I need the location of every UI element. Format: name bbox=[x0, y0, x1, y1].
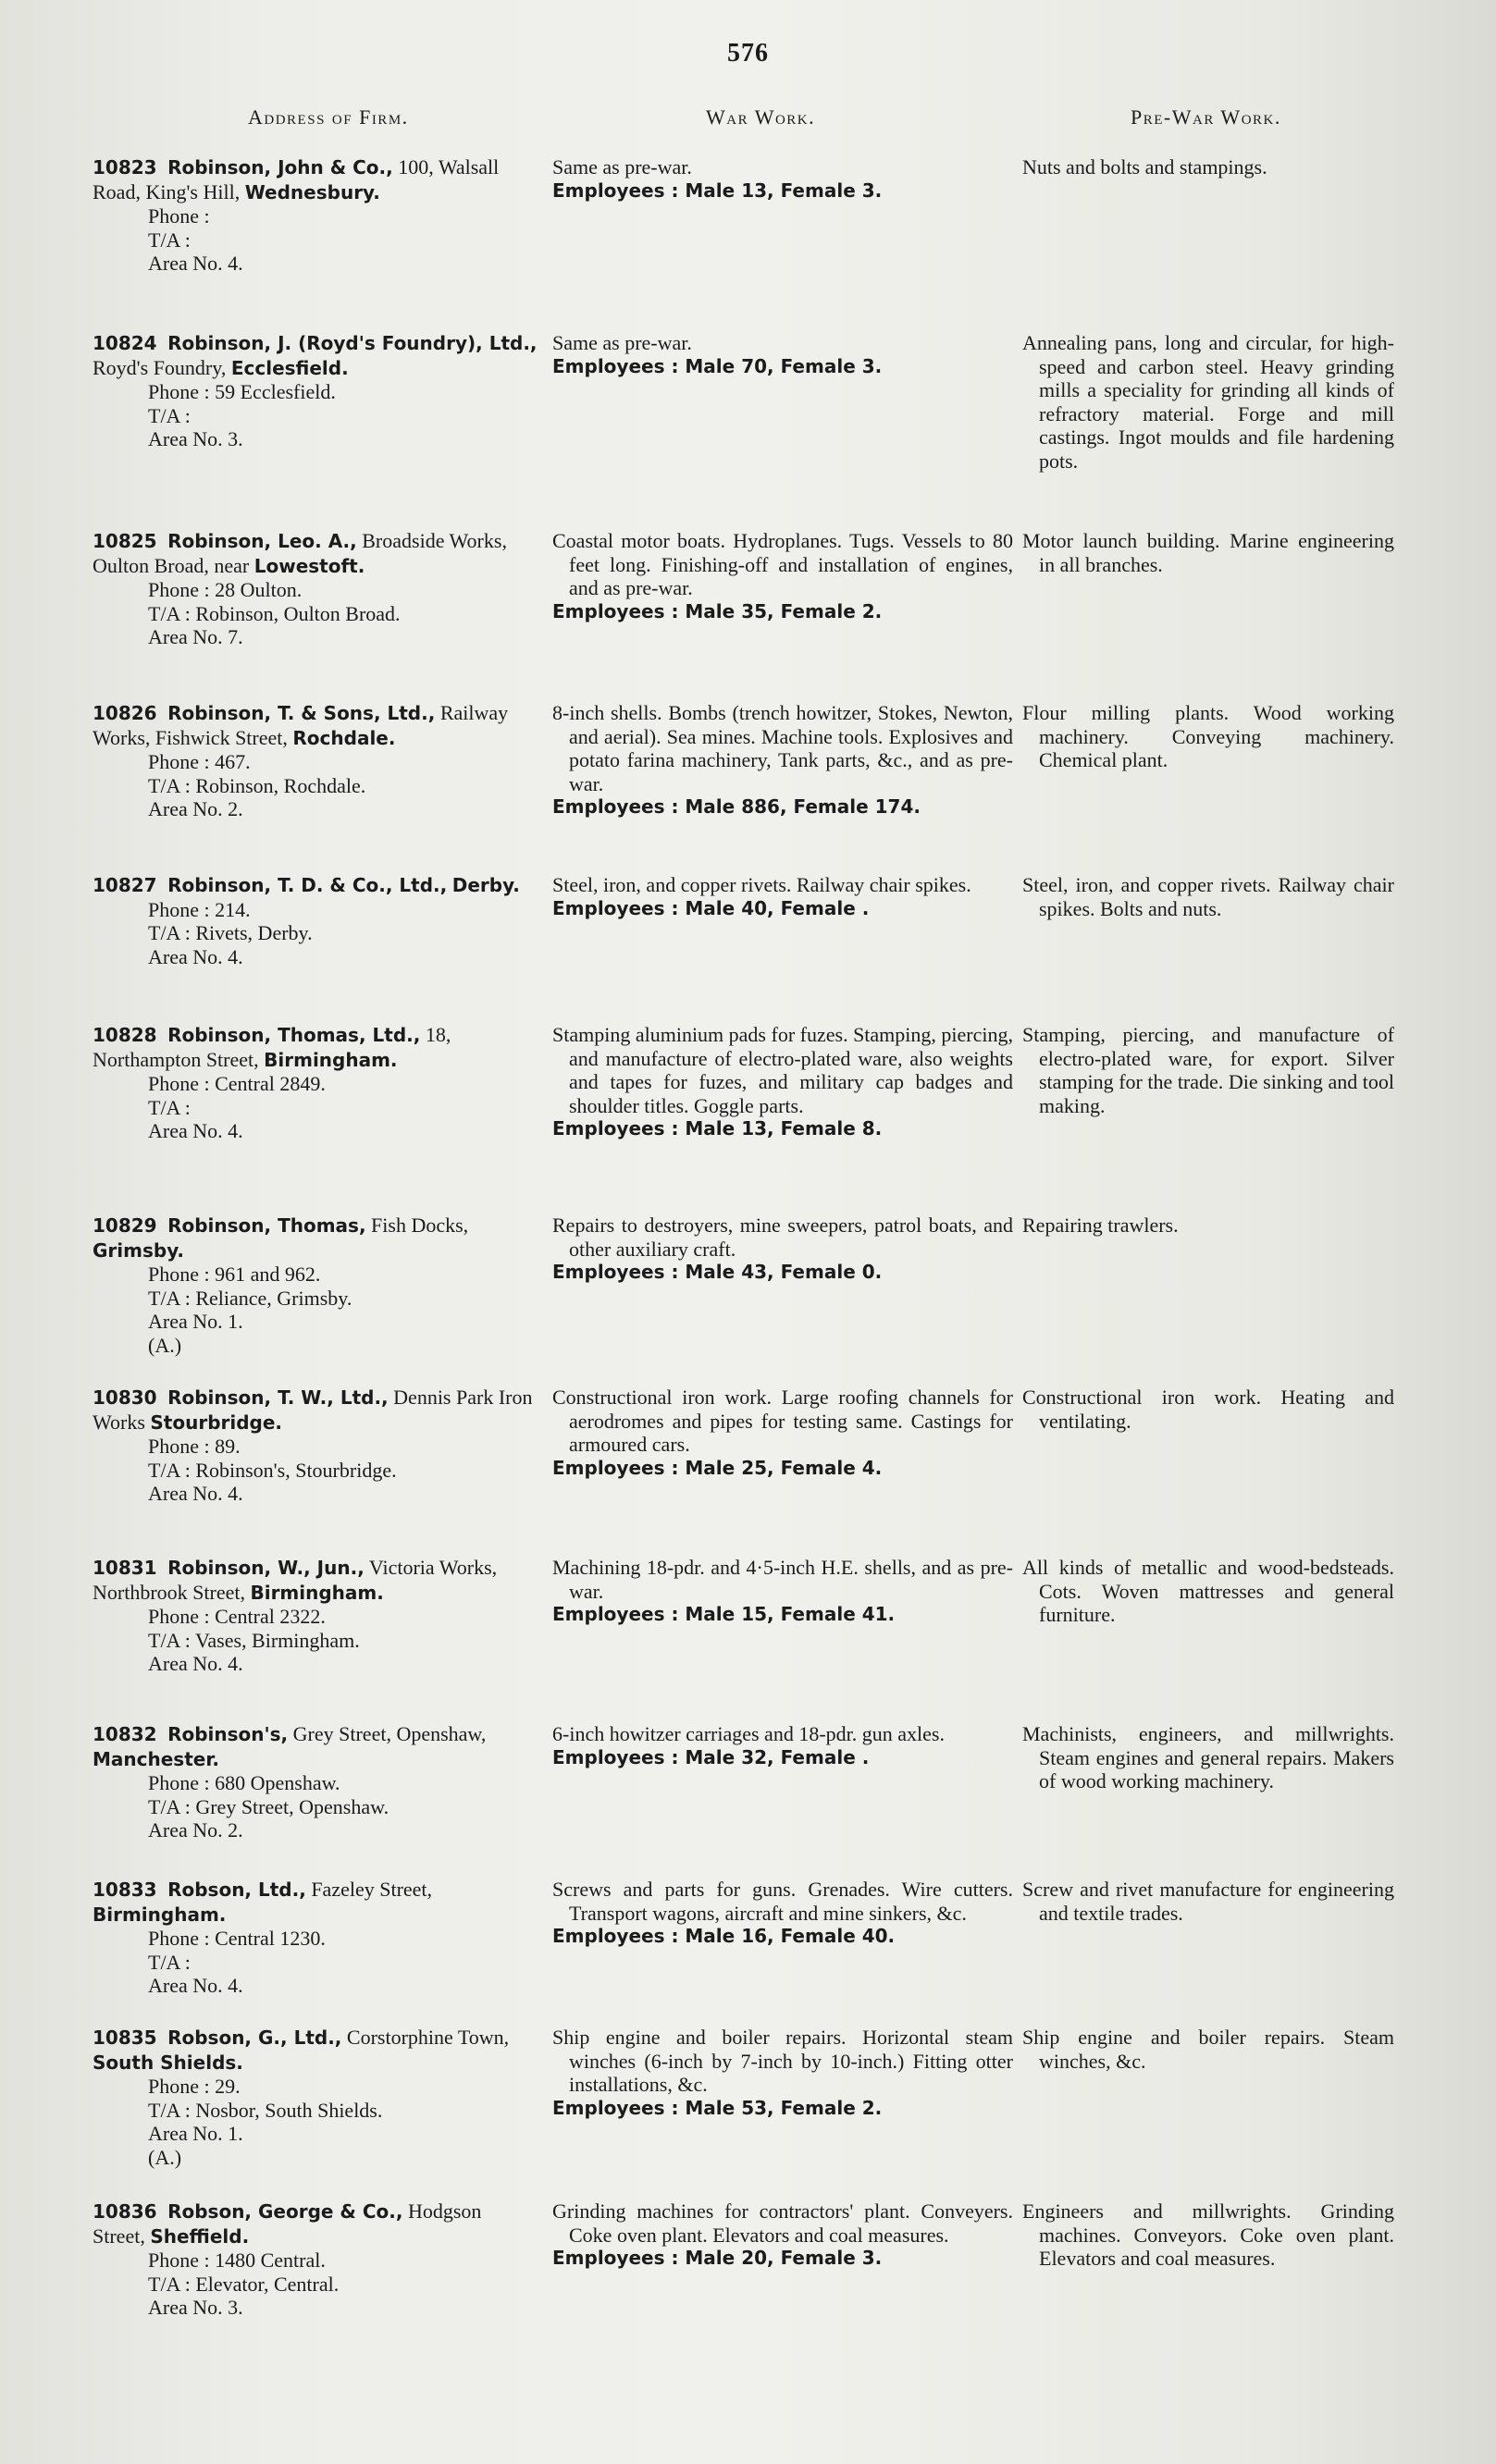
employees: Employees : Male 53, Female 2. bbox=[552, 2096, 883, 2119]
column-header-pre-war-work: Pre-War Work. bbox=[1131, 105, 1281, 129]
firm-town: Birmingham. bbox=[250, 1581, 384, 1604]
firm-address: Dennis Park Iron Works bbox=[93, 1386, 533, 1434]
entry-number: 10823 bbox=[93, 156, 157, 179]
war-work: Same as pre-war. bbox=[552, 155, 692, 179]
firm-name: Robinson, T. & Sons, Ltd., bbox=[167, 702, 436, 724]
firm-address: 100, Walsall Road, King's Hill, bbox=[93, 155, 500, 203]
firm-telegraphic-address: T/A : bbox=[148, 1950, 191, 1974]
firm-address: Broadside Works, Oulton Broad, near bbox=[93, 529, 507, 577]
firm-town: Wednesbury. bbox=[244, 180, 380, 203]
firm-name: Robinson, Leo. A., bbox=[167, 530, 357, 552]
firm-phone: Phone : 467. bbox=[148, 750, 251, 773]
firm-address: 18, Northampton Street, bbox=[93, 1023, 451, 1071]
firm-phone: Phone : 680 Openshaw. bbox=[148, 1771, 340, 1794]
pre-war-work: Flour milling plants. Wood working machinery. Conveying machinery. Chemical plant. bbox=[1022, 701, 1394, 771]
firm-telegraphic-address: T/A : Robinson's, Stourbridge. bbox=[148, 1458, 397, 1482]
employees: Employees : Male 40, Female . bbox=[552, 896, 870, 919]
firm-phone: Phone : 29. bbox=[148, 2075, 241, 2098]
firm-phone: Phone : bbox=[148, 204, 210, 228]
firm-town: Sheffield. bbox=[150, 2224, 250, 2248]
firm-name: Robinson, T. D. & Co., Ltd., bbox=[167, 874, 448, 896]
column-header-address: Address of Firm. bbox=[248, 105, 409, 129]
firm-area: Area No. 2. bbox=[148, 797, 243, 820]
firm-phone: Phone : 961 and 962. bbox=[148, 1263, 321, 1286]
firm-town: Birmingham. bbox=[93, 1903, 227, 1926]
firm-address: Fish Docks, bbox=[371, 1214, 469, 1237]
employees: Employees : Male 20, Female 3. bbox=[552, 2247, 883, 2269]
firm-phone: Phone : 214. bbox=[148, 897, 251, 921]
pre-war-work: Ship engine and boiler repairs. Steam winches, &c. bbox=[1022, 2026, 1394, 2073]
firm-area: Area No. 4. bbox=[148, 252, 243, 275]
employees: Employees : Male 13, Female 3. bbox=[552, 179, 883, 202]
employees: Employees : Male 15, Female 41. bbox=[552, 1603, 896, 1625]
employees: Employees : Male 25, Female 4. bbox=[552, 1456, 883, 1479]
firm-address: Hodgson Street, bbox=[93, 2199, 482, 2248]
firm-telegraphic-address: T/A : Rivets, Derby. bbox=[148, 921, 313, 944]
firm-area: Area No. 4. bbox=[148, 1652, 243, 1675]
pre-war-work: Annealing pans, long and circular, for high-speed and carbon steel. Heavy grinding mills a speciality for grinding all kinds of refractory material. Forge and mill castings. Ingot moulds and file hardening pots. bbox=[1022, 331, 1394, 473]
entry-number: 10832 bbox=[93, 1723, 157, 1745]
firm-name: Robinson, John & Co., bbox=[167, 156, 393, 179]
entry-number: 10836 bbox=[93, 2200, 157, 2223]
firm-address: Corstorphine Town, bbox=[346, 2026, 510, 2049]
pre-war-work: Machinists, engineers, and millwrights. Steam engines and general repairs. Makers of wood working machinery. bbox=[1022, 1722, 1394, 1793]
firm-town: Stourbridge. bbox=[150, 1411, 283, 1434]
pre-war-work: Steel, iron, and copper rivets. Railway chair spikes. Bolts and nuts. bbox=[1022, 873, 1394, 920]
firm-town: Lowestoft. bbox=[253, 554, 365, 577]
firm-name: Robson, Ltd., bbox=[167, 1879, 306, 1901]
firm-area: Area No. 1. bbox=[148, 2122, 243, 2145]
employees: Employees : Male 16, Female 40. bbox=[552, 1925, 896, 1947]
firm-area: Area No. 3. bbox=[148, 427, 243, 450]
war-work: Coastal motor boats. Hydroplanes. Tugs. Vessels to 80 feet long. Finishing-off and installation of engines, and as pre-war. bbox=[552, 529, 1013, 599]
firm-address: Royd's Foundry, bbox=[93, 355, 227, 379]
pre-war-work: Screw and rivet manufacture for engineering and textile trades. bbox=[1022, 1878, 1394, 1925]
pre-war-work: Nuts and bolts and stampings. bbox=[1022, 155, 1267, 179]
firm-area: Area No. 3. bbox=[148, 2296, 243, 2319]
pre-war-work: Repairing trawlers. bbox=[1022, 1214, 1179, 1237]
firm-address: Railway Works, Fishwick Street, bbox=[93, 701, 509, 749]
firm-town: Rochdale. bbox=[292, 726, 396, 749]
firm-area: Area No. 4. bbox=[148, 944, 243, 968]
firm-area: Area No. 2. bbox=[148, 1818, 243, 1842]
firm-phone: Phone : 89. bbox=[148, 1435, 241, 1458]
war-work: Grinding machines for contractors' plant. Conveyers. Coke oven plant. Elevators and coal measures. bbox=[552, 2199, 1013, 2247]
firm-area: Area No. 7. bbox=[148, 625, 243, 648]
firm-address: Fazeley Street, bbox=[311, 1878, 433, 1901]
pre-war-work: Constructional iron work. Heating and ventilating. bbox=[1022, 1386, 1394, 1433]
firm-telegraphic-address: T/A : Grey Street, Openshaw. bbox=[148, 1794, 389, 1818]
employees: Employees : Male 35, Female 2. bbox=[552, 599, 883, 622]
firm-town: Ecclesfield. bbox=[230, 356, 349, 379]
firm-town: Birmingham. bbox=[264, 1048, 398, 1071]
entry-number: 10826 bbox=[93, 702, 157, 724]
firm-phone: Phone : Central 2849. bbox=[148, 1072, 326, 1095]
employees: Employees : Male 13, Female 8. bbox=[552, 1117, 883, 1140]
firm-telegraphic-address: T/A : Robinson, Oulton Broad. bbox=[148, 601, 401, 625]
employees: Employees : Male 70, Female 3. bbox=[552, 354, 883, 377]
pre-war-work: All kinds of metallic and wood-bedsteads. Cots. Woven mattresses and general furniture. bbox=[1022, 1556, 1394, 1626]
firm-telegraphic-address: T/A : bbox=[148, 1095, 191, 1119]
firm-name: Robinson, T. W., Ltd., bbox=[167, 1386, 389, 1409]
firm-name: Robinson, J. (Royd's Foundry), Ltd., bbox=[167, 332, 538, 354]
firm-address: Grey Street, Openshaw, bbox=[292, 1722, 487, 1745]
employees: Employees : Male 32, Female . bbox=[552, 1745, 870, 1768]
firm-telegraphic-address: T/A : bbox=[148, 228, 191, 252]
pre-war-work: Motor launch building. Marine engineering in all branches. bbox=[1022, 529, 1394, 576]
firm-name: Robson, G., Ltd., bbox=[167, 2027, 342, 2049]
column-header-war-work: War Work. bbox=[706, 105, 816, 129]
entry-number: 10828 bbox=[93, 1024, 157, 1046]
firm-address: Victoria Works, Northbrook Street, bbox=[93, 1556, 498, 1604]
firm-town: Manchester. bbox=[93, 1747, 219, 1770]
firm-area: Area No. 4. bbox=[148, 1974, 243, 1997]
entry-number: 10830 bbox=[93, 1386, 157, 1409]
firm-telegraphic-address: T/A : Vases, Birmingham. bbox=[148, 1628, 360, 1652]
firm-phone: Phone : Central 2322. bbox=[148, 1605, 326, 1628]
firm-town: Derby. bbox=[451, 874, 520, 896]
entry-number: 10835 bbox=[93, 2027, 157, 2049]
firm-phone: Phone : Central 1230. bbox=[148, 1927, 326, 1950]
war-work: Machining 18-pdr. and 4·5-inch H.E. shells, and as pre-war. bbox=[552, 1556, 1013, 1603]
war-work: Stamping aluminium pads for fuzes. Stamping, piercing, and manufacture of electro-plated ware, also weights and tapes for fuzes, and military cap badges and shoulder titles. Goggle parts. bbox=[552, 1023, 1013, 1117]
firm-name: Robinson's, bbox=[167, 1723, 289, 1745]
entry-number: 10833 bbox=[93, 1879, 157, 1901]
firm-area: Area No. 4. bbox=[148, 1119, 243, 1142]
war-work: Constructional iron work. Large roofing channels for aerodromes and pipes for testing same. Castings for armoured cars. bbox=[552, 1386, 1013, 1456]
firm-telegraphic-address: T/A : bbox=[148, 403, 191, 427]
firm-telegraphic-address: T/A : Nosbor, South Shields. bbox=[148, 2098, 383, 2122]
firm-phone: Phone : 1480 Central. bbox=[148, 2248, 326, 2272]
firm-name: Robinson, W., Jun., bbox=[167, 1557, 365, 1579]
firm-phone: Phone : 59 Ecclesfield. bbox=[148, 380, 336, 403]
war-work: 8-inch shells. Bombs (trench howitzer, Stokes, Newton, and aerial). Sea mines. Machine tools. Explosives and potato farina machinery, Tank parts, &c., and as pre-war. bbox=[552, 701, 1013, 795]
firm-annotation: (A.) bbox=[148, 1333, 182, 1357]
firm-telegraphic-address: T/A : Reliance, Grimsby. bbox=[148, 1286, 352, 1310]
war-work: Ship engine and boiler repairs. Horizontal steam winches (6-inch by 7-inch by 10-inch.) Fitting otter installations, &c. bbox=[552, 2026, 1013, 2096]
war-work: Repairs to destroyers, mine sweepers, patrol boats, and other auxiliary craft. bbox=[552, 1214, 1013, 1261]
firm-telegraphic-address: T/A : Robinson, Rochdale. bbox=[148, 773, 366, 797]
pre-war-work: Engineers and millwrights. Grinding machines. Conveyors. Coke oven plant. Elevators and coal measures. bbox=[1022, 2199, 1394, 2270]
firm-town: Grimsby. bbox=[93, 1238, 184, 1262]
firm-town: South Shields. bbox=[93, 2051, 243, 2074]
war-work: 6-inch howitzer carriages and 18-pdr. gun axles. bbox=[552, 1722, 945, 1745]
firm-name: Robinson, Thomas, Ltd., bbox=[167, 1024, 421, 1046]
page-number: 576 bbox=[727, 39, 769, 68]
firm-telegraphic-address: T/A : Elevator, Central. bbox=[148, 2272, 340, 2296]
pre-war-work: Stamping, piercing, and manufacture of electro-plated ware, for export. Silver stamping for the trade. Die sinking and tool making. bbox=[1022, 1023, 1394, 1117]
firm-name: Robson, George & Co., bbox=[167, 2200, 403, 2223]
war-work: Steel, iron, and copper rivets. Railway chair spikes. bbox=[552, 873, 971, 896]
employees: Employees : Male 43, Female 0. bbox=[552, 1261, 883, 1283]
firm-area: Area No. 1. bbox=[148, 1310, 243, 1333]
entry-number: 10824 bbox=[93, 332, 157, 354]
firm-annotation: (A.) bbox=[148, 2145, 182, 2169]
firm-area: Area No. 4. bbox=[148, 1482, 243, 1505]
entry-number: 10827 bbox=[93, 874, 157, 896]
entry-number: 10831 bbox=[93, 1557, 157, 1579]
war-work: Screws and parts for guns. Grenades. Wire cutters. Transport wagons, aircraft and mine sinkers, &c. bbox=[552, 1878, 1013, 1925]
firm-name: Robinson, Thomas, bbox=[167, 1214, 366, 1237]
war-work: Same as pre-war. bbox=[552, 331, 692, 354]
firm-phone: Phone : 28 Oulton. bbox=[148, 578, 303, 601]
entry-number: 10829 bbox=[93, 1214, 157, 1237]
employees: Employees : Male 886, Female 174. bbox=[552, 795, 921, 818]
entry-number: 10825 bbox=[93, 530, 157, 552]
